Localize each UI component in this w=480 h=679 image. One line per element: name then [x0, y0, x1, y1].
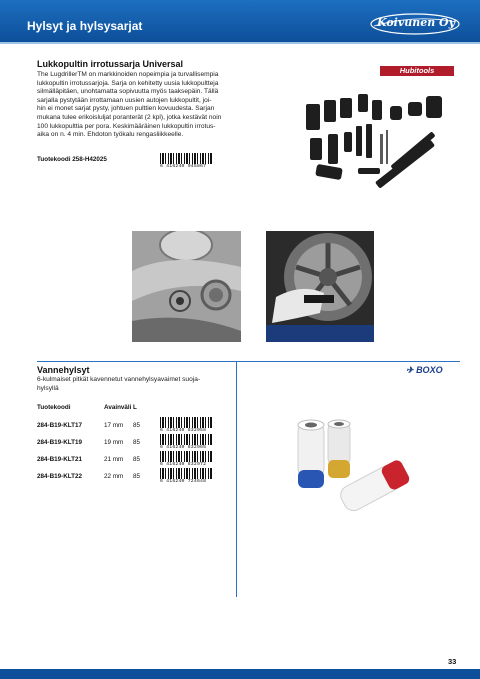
product-barcode — [160, 153, 212, 170]
description-line: lukkopultin irrotussarjoja. Sarja on kehitetty uusia lukkopultteja — [37, 79, 219, 87]
boxo-wing-icon: ✈ — [406, 365, 414, 375]
barcode-bars-icon — [160, 153, 212, 164]
table-row-code: 284-B19-KLT17 — [37, 422, 83, 429]
vannehylsyt-description — [37, 376, 237, 393]
table-row-length: 85 — [133, 473, 141, 480]
table-row-length: 85 — [133, 439, 141, 446]
page-number: 33 — [448, 657, 457, 666]
description-line: aika on n. 4 min. Ehdoton työkalu rengasliikkeelle. — [37, 131, 184, 139]
barcode-bars-icon — [160, 468, 212, 479]
barcode-number: 6 416240 945867 — [160, 164, 207, 169]
table-row-length: 85 — [133, 422, 141, 429]
section-title-vannehylsyt: Vannehylsyt — [37, 365, 90, 375]
column-header-size: Avainväli — [104, 404, 132, 411]
description-line: sarjalla pystytään irrottamaan uusien autojen lukkopultit, joi- — [37, 96, 212, 104]
table-row-barcode — [160, 468, 212, 485]
table-row-size: 19 mm — [104, 439, 124, 446]
page-header — [0, 0, 480, 42]
hubitools-brand-logo: Hubitools — [380, 66, 454, 76]
barcode-number: 6 416240 832972 — [160, 462, 207, 467]
description-line: silmälläpitäen, unohtamatta sopivuutta myös taaksepäin. Tällä — [37, 88, 219, 96]
tool-set-photo — [300, 86, 460, 196]
description-line: hylsyllä — [37, 384, 59, 392]
boxo-brand-text: BOXO — [416, 365, 443, 375]
table-row-barcode — [160, 434, 212, 451]
product-code-label: Tuotekoodi 258-H42025 — [37, 156, 107, 163]
barcode-number: 6 416240 832965 — [160, 445, 207, 450]
description-line: 6-kulmaiset pitkät kavennetut vannehylsyavaimet suoja- — [37, 376, 201, 383]
section-title-lugdriller: Lukkopultin irrotussarja Universal — [37, 59, 184, 69]
column-header-code: Tuotekoodi — [37, 404, 71, 411]
header-rule — [0, 42, 480, 44]
section-divider — [37, 361, 460, 362]
page-header-title: Hylsyt ja hylsysarjat — [27, 19, 143, 33]
table-row-code: 284-B19-KLT22 — [37, 473, 83, 480]
page-footer-bar — [0, 669, 480, 679]
barcode-number: 6 416240 832958 — [160, 428, 207, 433]
table-row-barcode — [160, 451, 212, 468]
description-line: hin ei monet sarjat pysty, johtuen pulttien kovuudesta. Sarjan — [37, 105, 215, 113]
description-line: 100 lukkopulttia per pora. Keskimääräinen lukkopultin irrotus- — [37, 122, 216, 130]
table-row-length: 85 — [133, 456, 141, 463]
column-header-length: L — [133, 404, 137, 411]
wheel-bolt-photo — [132, 231, 241, 342]
table-row-code: 284-B19-KLT19 — [37, 439, 83, 446]
column-divider — [236, 361, 237, 597]
table-row-barcode — [160, 417, 212, 434]
table-row-size: 21 mm — [104, 456, 124, 463]
description-line: The LugdrillerTM on markkinoiden nopeimpia ja turvallisempia — [37, 71, 219, 78]
barcode-number: 6 416240 724648 — [160, 479, 207, 484]
wheel-drill-photo — [266, 231, 374, 342]
table-row-size: 22 mm — [104, 473, 124, 480]
lugdriller-description — [37, 71, 252, 140]
barcode-bars-icon — [160, 417, 212, 428]
impact-sockets-photo — [290, 412, 430, 522]
barcode-bars-icon — [160, 434, 212, 445]
boxo-brand-logo — [406, 365, 443, 376]
barcode-bars-icon — [160, 451, 212, 462]
table-row-code: 284-B19-KLT21 — [37, 456, 83, 463]
table-row-size: 17 mm — [104, 422, 124, 429]
koivunen-logo-text: Koivunen Oy — [377, 16, 456, 29]
description-line: mukana tulee erikoisluljat poranterät (2 kpl), jotka kestävät noin — [37, 113, 222, 121]
